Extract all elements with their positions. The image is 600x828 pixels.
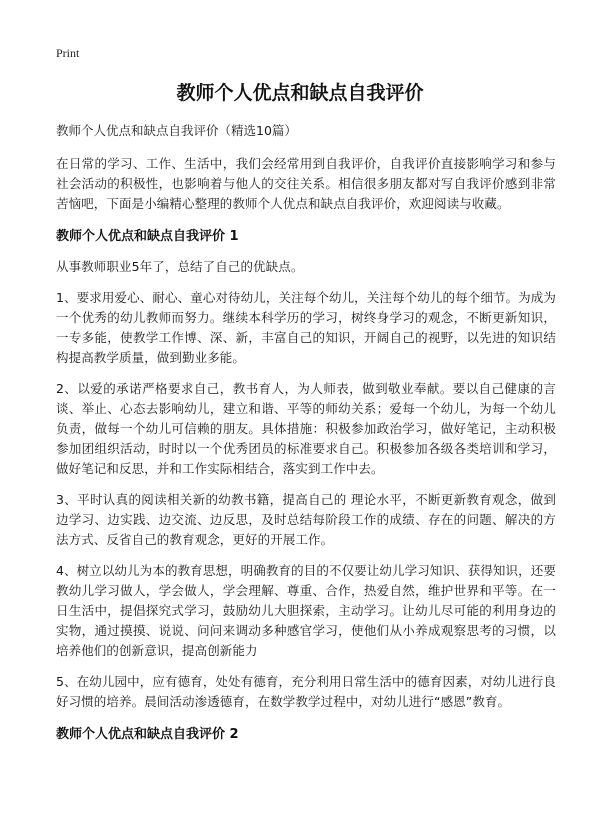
paragraph: 3、平时认真的阅读相关新的幼教书籍，提高自己的 理论水平，不断更新教育观念，做到边学习、边实践、边交流、边反思，及时总结每阶段工作的成绩、存在的问题、解决的方法方式、反省自己的教育观念，更好的开展工作。 — [56, 492, 556, 547]
page-title: 教师个人优点和缺点自我评价 — [176, 82, 424, 104]
paragraph: 从事教师职业5年了，总结了自己的优缺点。 — [56, 259, 304, 274]
print-link[interactable]: Print — [56, 46, 80, 60]
intro-paragraph: 在日常的学习、工作、生活中，我们会经常用到自我评价，自我评价直接影响学习和参与社会活动的积极性，也影响着与他人的交往关系。相信很多朋友都对写自我评价感到非常苦恼吧，下面是小编精心整理的教师个人优点和缺点自我评价，欢迎阅读与收藏。 — [56, 156, 556, 211]
article-body — [56, 121, 556, 755]
paragraph: 5、在幼儿园中，应有德育，处处有德育，充分利用日常生活中的德育因素，对幼儿进行良好习惯的培养。晨间活动渗透德育，在数学教学过程中，对幼儿进行“感恩”教育。 — [56, 674, 556, 709]
article-subtitle: 教师个人优点和缺点自我评价（精选10篇） — [56, 123, 297, 138]
section-heading-1: 教师个人优点和缺点自我评价 1 — [56, 229, 239, 244]
paragraph: 4、树立以幼儿为本的教育思想，明确教育的目的不仅要让幼儿学习知识、获得知识，还要教幼儿学习做人，学会做人，学会理解、尊重、合作，热爱自然，维护世界和平等。在一日生活中，提倡探究式学习，鼓励幼儿大胆探索，主动学习。让幼儿尽可能的利用身边的实物，通过摸摸、说说、问问来调动多种感官学习，使他们从小养成观察思考的习惯，以培养他们的创新意识，提高创新能力 — [56, 563, 556, 658]
paragraph: 2、以爱的承诺严格要求自己，教书育人，为人师表，做到敬业奉献。要以自己健康的言谈、举止、心态去影响幼儿，建立和谐、平等的师幼关系；爱每一个幼儿，为每一个幼儿负责，做每一个幼儿可信赖的朋友。具体措施：积极参加政治学习，做好笔记，主动积极参加团组织活动，时时以一个优秀团员的标准要求自己。积极参加各级各类培训和学习，做好笔记和反思，并和工作实际相结合，落实到工作中去。 — [56, 381, 556, 476]
section-heading-2: 教师个人优点和缺点自我评价 2 — [56, 727, 239, 742]
paragraph: 1、要求用爱心、耐心、童心对待幼儿，关注每个幼儿，关注每个幼儿的每个细节。为成为一个优秀的幼儿教师而努力。继续本科学历的学习，树终身学习的观念，不断更新知识，一专多能，使教学工作博、深、新，丰富自己的知识，开阔自己的视野，以先进的知识结构提高教学质量，做到勤业多能。 — [56, 290, 556, 365]
